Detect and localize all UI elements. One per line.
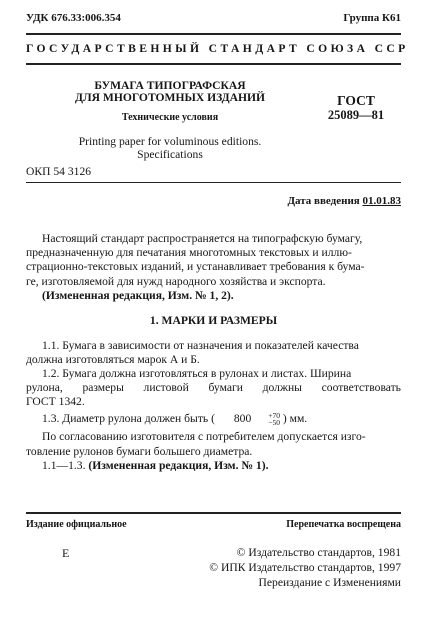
clause-line-spaced (26, 381, 401, 395)
group-code: Группа К61 (343, 12, 401, 24)
diameter-prefix: 1.3. Диаметр рулона должен быть ( (42, 412, 215, 425)
section-title: 1. МАРКИ И РАЗМЕРЫ (149, 314, 278, 327)
gost-number: 25089—81 (327, 108, 385, 122)
title-block-rule (26, 182, 401, 183)
clause-1-3 (26, 412, 401, 473)
okp-code: ОКП 54 3126 (26, 165, 92, 178)
clause-line: По согласованию изготовителя с потребителем допускается изго- (42, 430, 366, 444)
reprint-prohibited: Перепечатка воспрещена (286, 519, 401, 530)
diameter-tolerance (252, 412, 280, 426)
change-ref-prefix: 1.1—1.3. (42, 458, 86, 472)
title-line-1: БУМАГА ТИПОГРАФСКАЯ (94, 79, 246, 92)
intro-line: страционно-текстовых изданий, и устанавливает требования к бума- (26, 260, 365, 274)
intro-line: Настоящий стандарт распространяется на типографскую бумагу, (42, 232, 363, 245)
header-rule-top (26, 33, 401, 35)
gost-label: ГОСТ (337, 93, 375, 108)
standard-banner: ГОСУДАРСТВЕННЫЙ СТАНДАРТ СОЮЗА ССР (26, 42, 409, 55)
clause-line: ГОСТ 1342. (26, 395, 85, 409)
intro-line: ге, изготовляемой для нужд народного хозяйства и экспорта. (26, 274, 326, 288)
document-subtitle: Технические условия (121, 112, 219, 123)
edition-letter: E (62, 546, 70, 560)
effective-date-label: Дата введения (287, 195, 360, 207)
tolerance-lower: −50 (268, 418, 280, 428)
clause-line (26, 412, 401, 426)
clause-line: товление рулонов бумаги большего диаметра. (26, 444, 253, 458)
intro-paragraph (26, 232, 401, 303)
clause-word: бумаги (208, 381, 243, 395)
diameter-value (218, 412, 280, 426)
effective-date-value: 01.01.83 (362, 195, 401, 207)
reissue-note: Переиздание с Изменениями (258, 576, 401, 589)
clause-1-1 (26, 339, 401, 367)
udk-code: УДК 676.33:006.354 (26, 12, 121, 24)
clause-change-ref (26, 459, 401, 473)
copyright-line-2: © ИПК Издательство стандартов, 1997 (209, 561, 401, 574)
diameter-suffix: ) мм. (282, 412, 308, 425)
clause-word: соответствовать (321, 381, 401, 395)
clause-word: размеры (82, 381, 124, 395)
tolerance-upper: +70 (268, 411, 280, 421)
official-edition: Издание официальное (26, 519, 127, 530)
clause-word: рулона, (26, 381, 63, 395)
diameter-base: 800 (233, 412, 252, 425)
footer-rule (26, 512, 401, 514)
english-title-line-2: Specifications (137, 148, 203, 161)
clause-word: должны (262, 381, 302, 395)
copyright-line-1: © Издательство стандартов, 1981 (236, 546, 401, 559)
change-ref-note: (Измененная редакция, Изм. № 1). (88, 458, 269, 472)
effective-date (287, 195, 401, 207)
clause-word: листовой (143, 381, 189, 395)
title-line-2: ДЛЯ МНОГОТОМНЫХ ИЗДАНИЙ (74, 91, 266, 104)
clause-line: должна изготовляться марок А и Б. (26, 353, 200, 367)
intro-line: предназначенную для печатания многотомных текстовых и иллю- (26, 246, 352, 260)
intro-change-note: (Измененная редакция, Изм. № 1, 2). (42, 288, 234, 302)
english-title-line-1: Printing paper for voluminous editions. (78, 135, 262, 148)
clause-1-2 (26, 367, 401, 410)
header-rule-bottom (26, 63, 401, 65)
clause-line: 1.2. Бумага должна изготовляться в рулонах и листах. Ширина (42, 367, 352, 380)
clause-line: 1.1. Бумага в зависимости от назначения и показателей качества (42, 339, 359, 352)
